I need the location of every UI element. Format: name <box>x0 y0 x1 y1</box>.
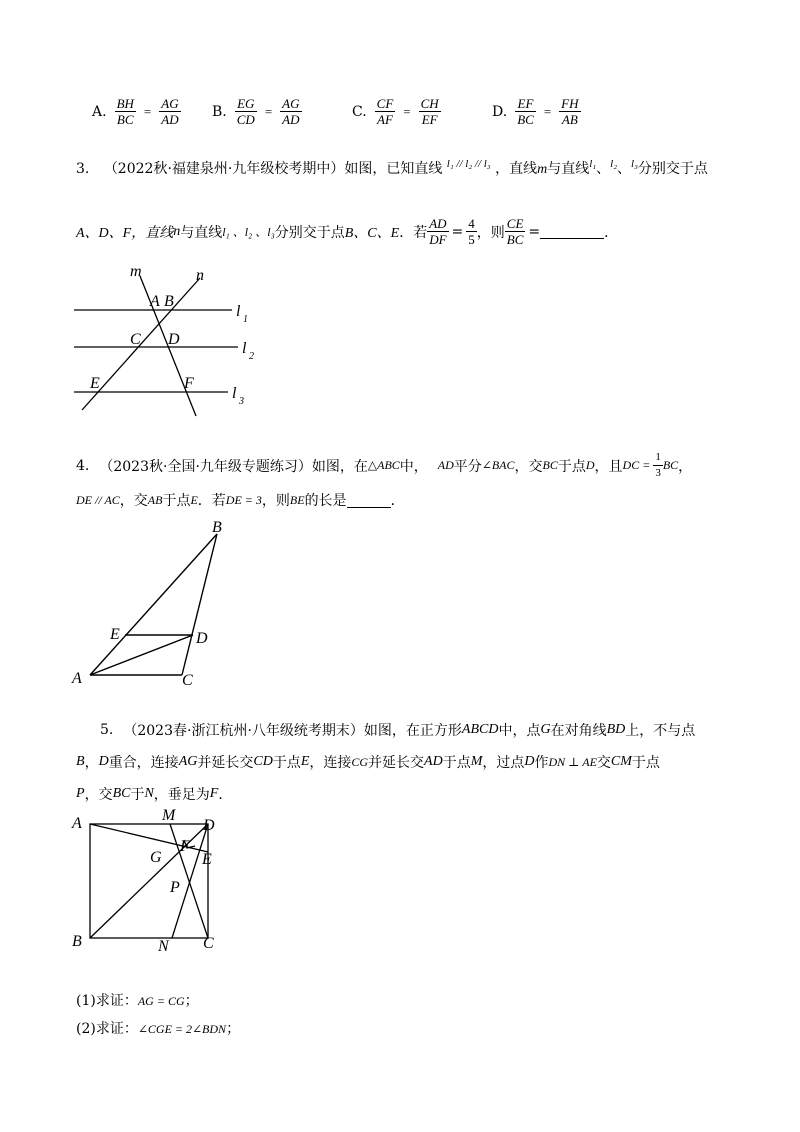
line-l1: l₁ <box>589 158 597 170</box>
q4-line2 <box>76 490 405 510</box>
label-N: N <box>158 938 169 955</box>
square-abcd: ABCD <box>461 722 499 737</box>
option-a[interactable] <box>92 96 181 127</box>
fraction: $\frac{AG}{AD}$ <box>282 96 300 127</box>
q3-text: 与直线 <box>547 161 590 177</box>
part-end: ； <box>226 1021 241 1037</box>
q5-text: 并延长交 <box>368 755 425 771</box>
line-m: m <box>537 162 548 177</box>
label-E: E <box>90 375 100 392</box>
q3-text: 与直线 <box>180 224 223 241</box>
q3-points-2: B、C、E <box>344 225 400 241</box>
q5-text: ，垂足为 <box>153 787 210 803</box>
segment-ad: AD <box>424 754 443 769</box>
label-l2: l <box>242 340 247 357</box>
label-E: E <box>202 851 212 868</box>
one-third: $\frac{1}{3}$ <box>655 451 661 479</box>
dc-expr: DC = <box>622 458 651 472</box>
part-end: ； <box>184 993 199 1009</box>
q5-text: 于点 <box>631 755 660 771</box>
label-A: A <box>72 815 82 832</box>
label-G: G <box>150 849 162 866</box>
q5-line3 <box>76 784 232 804</box>
q3-points: A、D、F，直线 <box>76 225 174 241</box>
q4-text: ，且 <box>594 458 623 475</box>
q4-text: 平分 <box>453 458 482 475</box>
q3-figure <box>60 258 280 418</box>
q5-text: 交 <box>596 755 611 771</box>
label-E: E <box>110 626 120 643</box>
point-e: E <box>300 754 310 769</box>
segment-bc: BC <box>662 458 679 472</box>
segment-ad-stroke <box>90 635 193 675</box>
side-bc <box>182 534 217 675</box>
segment-ab: AB <box>147 492 163 507</box>
q4-text: 中， <box>399 458 428 475</box>
part-expression: ∠CGE = 2∠BDN <box>137 1022 227 1036</box>
q4-text: ，交 <box>119 493 148 509</box>
point-g: G <box>540 722 551 737</box>
point-n: N <box>144 786 154 801</box>
equals: = <box>143 103 152 119</box>
q5-part-2 <box>76 1018 240 1038</box>
q5-part-1 <box>76 990 199 1010</box>
fraction: $\frac{AG}{AD}$ <box>161 96 179 127</box>
q4-figure <box>62 518 242 693</box>
q4-text: 于点 <box>162 493 191 509</box>
q5-source: （2023春·浙江杭州·八年级统考期末）如图，在正方形 <box>123 723 462 739</box>
parallel-lines: l₁ // l₂ // l₃ <box>446 158 491 170</box>
equals: = <box>451 223 464 240</box>
q4-text: ． <box>390 493 405 509</box>
question-number: 5. <box>100 722 114 738</box>
label-B: B <box>212 519 222 536</box>
ratio-ce-bc: $\frac{CE}{BC}$ <box>506 216 524 247</box>
dn-perp-ae: DN ⊥ AE <box>548 754 597 769</box>
option-label: D. <box>492 103 508 120</box>
q5-figure <box>62 806 242 956</box>
fraction: $\frac{CF}{AF}$ <box>376 96 394 127</box>
q5-text: 上，不与点 <box>625 723 696 739</box>
label-F: F <box>180 838 190 855</box>
q5-text: ． <box>218 787 233 803</box>
segment-bc: BC <box>112 786 131 801</box>
q5-text: ， <box>84 755 99 771</box>
point-m: M <box>470 754 483 769</box>
part-label: (2)求证： <box>76 1021 138 1037</box>
q5-line2 <box>76 752 660 772</box>
side-ab <box>90 534 217 675</box>
angle-bac: ∠BAC <box>481 458 515 472</box>
equals: = <box>264 103 273 119</box>
q4-text: ．若 <box>197 493 226 509</box>
q4-text: 于点 <box>557 458 586 475</box>
q5-text: 在对角线 <box>550 723 607 739</box>
q3-text: ，直线 <box>495 161 538 177</box>
label-D: D <box>196 630 208 647</box>
q4-text: 的长是 <box>304 493 347 509</box>
ratio-value: $\frac{4}{5}$ <box>468 216 475 247</box>
equals: = <box>543 103 552 119</box>
line-l3: l₃ <box>631 158 638 170</box>
fraction: $\frac{BH}{BC}$ <box>116 96 134 127</box>
segment-bc: BC <box>542 458 558 472</box>
option-d[interactable] <box>492 96 581 127</box>
label-A: A <box>72 670 82 687</box>
label-B: B <box>164 293 174 310</box>
q3-line1 <box>76 158 708 178</box>
fraction: $\frac{CH}{EF}$ <box>420 96 439 127</box>
label-l1: l <box>236 303 241 320</box>
label-P: P <box>170 879 180 896</box>
point-d: D <box>98 754 109 769</box>
q5-line1 <box>100 720 695 740</box>
de-value: DE = 3 <box>225 492 262 507</box>
segment-cd: CD <box>253 754 273 769</box>
q5-text: 于点 <box>272 755 301 771</box>
point-p: P <box>76 786 85 801</box>
q4-text: ，交 <box>514 458 543 475</box>
q3-text: ，则 <box>476 224 505 241</box>
point-e: E <box>190 492 198 507</box>
label-l3-sub: 3 <box>239 396 244 407</box>
option-label: B. <box>212 103 227 120</box>
option-c[interactable] <box>352 96 441 127</box>
label-F: F <box>184 375 194 392</box>
q4-text: ， <box>678 458 693 475</box>
answer-blank[interactable] <box>540 224 604 239</box>
part-label: (1)求证： <box>76 993 138 1009</box>
segment-cm: CM <box>610 754 632 769</box>
fraction: $\frac{EG}{CD}$ <box>236 96 255 127</box>
point-d: D <box>524 754 535 769</box>
label-n: n <box>196 267 204 284</box>
equals: = <box>528 223 541 240</box>
question-number: 3. <box>76 161 90 177</box>
q3-line2 <box>76 216 618 247</box>
q5-text: ，交 <box>84 787 113 803</box>
label-C: C <box>130 331 141 348</box>
lines-list: l₁ 、l₂ 、l₃ <box>222 225 275 239</box>
option-b[interactable] <box>212 96 302 127</box>
ratio-ad-df: $\frac{AD}{DF}$ <box>429 216 447 247</box>
question-number: 4. <box>76 457 90 474</box>
q5-text: 并延长交 <box>197 755 254 771</box>
label-D: D <box>168 331 180 348</box>
answer-blank[interactable] <box>347 493 391 508</box>
label-D: D <box>203 817 215 834</box>
q3-text: ．若 <box>399 224 428 241</box>
label-l1-sub: 1 <box>243 314 248 325</box>
de-parallel-ac: DE // AC <box>76 492 120 507</box>
label-A: A <box>150 293 160 310</box>
fraction: $\frac{FH}{AB}$ <box>561 96 579 127</box>
option-label: A. <box>92 103 107 120</box>
q5-text: ，连接 <box>309 755 352 771</box>
q4-text: ，则 <box>261 493 290 509</box>
diagonal-bd: BD <box>606 722 626 737</box>
label-l3: l <box>232 385 237 402</box>
line-n: n <box>173 223 181 239</box>
q5-text: 重合，连接 <box>108 755 179 771</box>
q5-text: ，过点 <box>482 755 525 771</box>
line-l2: l₂ <box>610 158 618 170</box>
segment-ag: AG <box>178 754 198 769</box>
point-b: B <box>76 754 85 769</box>
label-M: M <box>162 807 176 824</box>
q5-text: 于 <box>130 787 145 803</box>
q5-text: 于点 <box>442 755 471 771</box>
equals: = <box>403 103 411 119</box>
q5-text: 作 <box>534 755 549 771</box>
sep: 、 <box>596 161 611 177</box>
q4-source: （2023秋·全国·九年级专题练习）如图，在 <box>99 458 368 475</box>
fraction: $\frac{EF}{BC}$ <box>517 96 534 127</box>
part-expression: AG = CG <box>137 994 185 1008</box>
triangle-abc: △ABC <box>367 458 400 472</box>
label-l2-sub: 2 <box>249 351 254 362</box>
segment-cg: CG <box>351 754 369 769</box>
q4-line1 <box>76 450 692 481</box>
q3-source: （2022秋·福建泉州·九年级校考期中）如图，已知直线 <box>103 161 443 177</box>
q3-text: 分别交于点 <box>637 161 708 177</box>
segment-be: BE <box>289 492 305 507</box>
q3-text: ． <box>604 224 619 241</box>
point-d: D <box>585 458 595 472</box>
point-f: F <box>209 786 219 801</box>
label-C: C <box>203 935 214 952</box>
label-B: B <box>72 933 82 950</box>
label-C: C <box>182 672 193 689</box>
option-label: C. <box>352 103 367 120</box>
q5-text: 中，点 <box>498 723 541 739</box>
segment-ad: AD <box>437 458 454 472</box>
q3-text: 分别交于点 <box>274 224 345 241</box>
sep: 、 <box>617 161 632 177</box>
label-m: m <box>130 263 142 280</box>
